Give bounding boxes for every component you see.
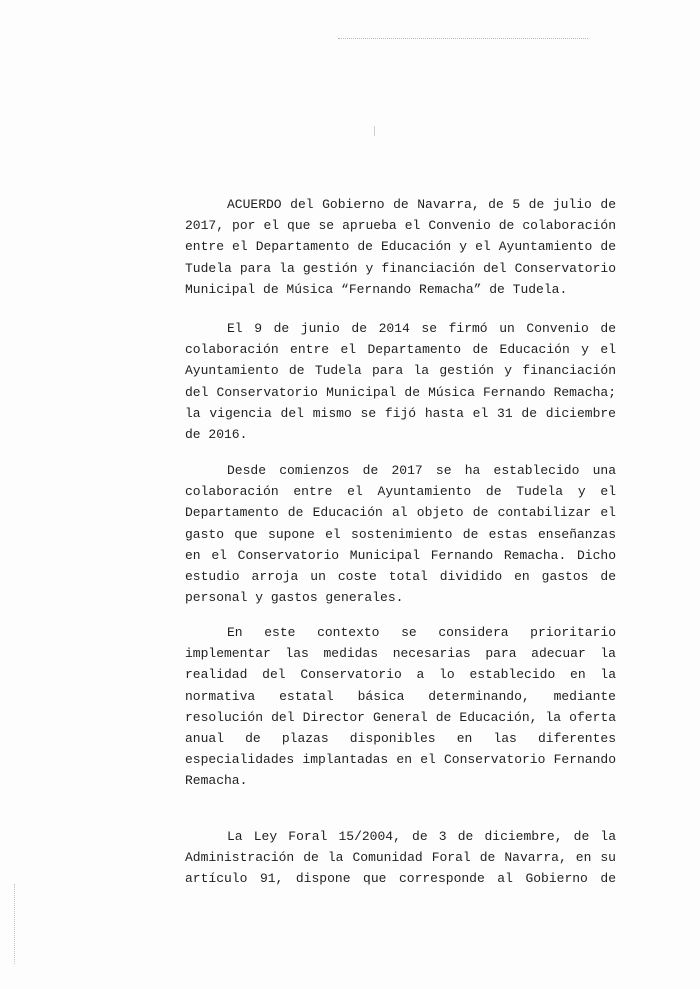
scan-artifact-tick	[374, 126, 375, 136]
text-line: Desde comienzos de 2017 se ha establecido una	[227, 463, 616, 478]
scan-artifact-top	[338, 38, 588, 40]
text-line: en el Conservatorio Municipal Fernando Remacha. Dicho	[185, 547, 616, 563]
text-line: Administración de la Comunidad Foral de Navarra, en su	[185, 850, 616, 866]
text-line: personal y gastos generales.	[185, 590, 404, 606]
text-line: colaboración entre el Ayuntamiento de Tudela y el	[185, 484, 616, 500]
text-line: especialidades implantadas en el Conservatorio Fernando	[185, 752, 616, 768]
text-line: En este contexto se considera prioritario	[227, 625, 616, 640]
text-line: ACUERDO del Gobierno de Navarra, de 5 de julio de	[227, 197, 616, 212]
text-line: resolución del Director General de Educación, la oferta	[185, 709, 616, 725]
text-line: Remacha.	[185, 773, 248, 789]
text-line: Ayuntamiento de Tudela para la gestión y financiación	[185, 363, 616, 379]
text-line: Municipal de Música “Fernando Remacha” de Tudela.	[185, 281, 568, 297]
text-line: entre el Departamento de Educación y el Ayuntamiento de	[185, 239, 616, 255]
text-line: artículo 91, dispone que corresponde al Gobierno de	[185, 871, 616, 887]
text-line: estudio arroja un coste total dividido en gastos de	[185, 568, 616, 584]
text-line: del Conservatorio Municipal de Música Fernando Remacha;	[185, 384, 616, 400]
paragraph-title	[185, 194, 616, 300]
text-line: gasto que supone el sostenimiento de estas enseñanzas	[185, 526, 616, 542]
text-line: anual de plazas disponibles en las diferentes	[185, 730, 616, 746]
text-line: Departamento de Educación al objeto de contabilizar el	[185, 505, 616, 521]
text-line: realidad del Conservatorio a lo establecido en la	[185, 667, 616, 683]
text-line: El 9 de junio de 2014 se firmó un Convenio de	[227, 321, 616, 336]
paragraph-legal-basis	[185, 826, 616, 890]
paragraph-collaboration	[185, 460, 616, 608]
paragraph-background	[185, 318, 616, 445]
text-line: 2017, por el que se aprueba el Convenio de colaboración	[185, 218, 616, 234]
scan-artifact-left	[14, 884, 16, 964]
text-line: La Ley Foral 15/2004, de 3 de diciembre, de la	[227, 829, 616, 844]
text-line: normativa estatal básica determinando, mediante	[185, 688, 616, 704]
text-line: implementar las medidas necesarias para adecuar la	[185, 646, 616, 662]
text-line: colaboración entre el Departamento de Educación y el	[185, 342, 616, 358]
text-line: de 2016.	[185, 426, 248, 442]
text-line: Tudela para la gestión y financiación del Conservatorio	[185, 260, 616, 276]
text-line: la vigencia del mismo se fijó hasta el 31 de diciembre	[185, 405, 616, 421]
paragraph-context	[185, 622, 616, 792]
